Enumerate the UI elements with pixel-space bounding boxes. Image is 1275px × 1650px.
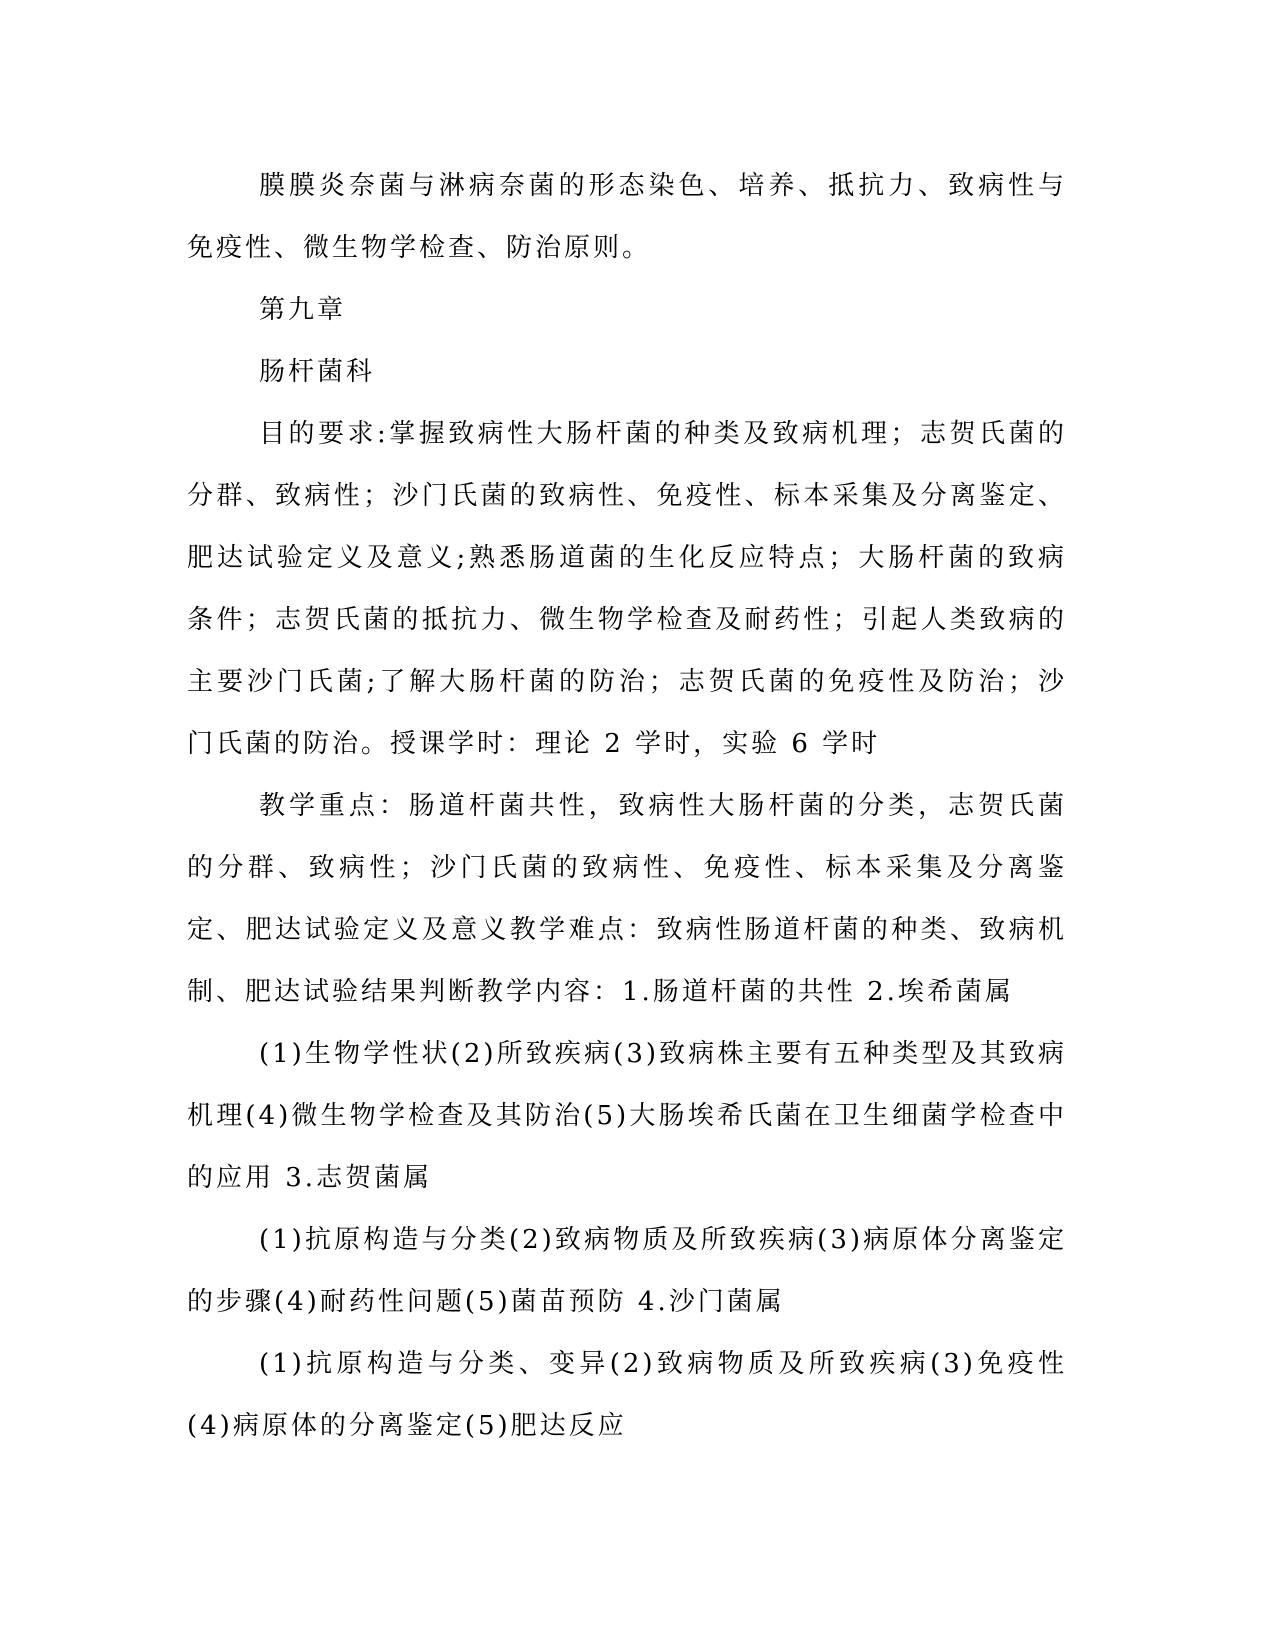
paragraph-objectives: 目的要求:掌握致病性大肠杆菌的种类及致病机理；志贺氏菌的分群、致病性；沙门氏菌的致病性、免疫性、标本采集及分离鉴定、肥达试验定义及意义;熟悉肠道菌的生化反应特点；大肠杆菌的致病条件；志贺氏菌的抵抗力、微生物学检查及耐药性；引起人类致病的主要沙门氏菌;了解大肠杆菌的防治；志贺氏菌的免疫性及防治；沙门氏菌的防治。授课学时：理论 2 学时，实验 6 学时: [187, 419, 1067, 759]
paragraph-salmonella: (1)抗原构造与分类、变异(2)致病物质及所致疾病(3)免疫性(4)病原体的分离鉴定(5)肥达反应: [187, 1349, 1067, 1441]
paragraph-escherichia: (1)生物学性状(2)所致疾病(3)致病株主要有五种类型及其致病机理(4)微生物学检查及其防治(5)大肠埃希氏菌在卫生细菌学检查中的应用 3.志贺菌属: [187, 1039, 1067, 1193]
paragraph-shigella: (1)抗原构造与分类(2)致病物质及所致疾病(3)病原体分离鉴定的步骤(4)耐药性问题(5)菌苗预防 4.沙门菌属: [187, 1225, 1067, 1317]
document-body: [187, 155, 1067, 1457]
chapter-number: 第九章: [259, 295, 347, 325]
paragraph-key-points: 教学重点：肠道杆菌共性，致病性大肠杆菌的分类，志贺氏菌的分群、致病性；沙门氏菌的致病性、免疫性、标本采集及分离鉴定、肥达试验定义及意义教学难点：致病性肠道杆菌的种类、致病机制、肥达试验结果判断教学内容：1.肠道杆菌的共性 2.埃希菌属: [187, 791, 1067, 1007]
paragraph-intro: 膜膜炎奈菌与淋病奈菌的形态染色、培养、抵抗力、致病性与免疫性、微生物学检查、防治原则。: [187, 171, 1067, 263]
chapter-title: 肠杆菌科: [259, 357, 376, 387]
